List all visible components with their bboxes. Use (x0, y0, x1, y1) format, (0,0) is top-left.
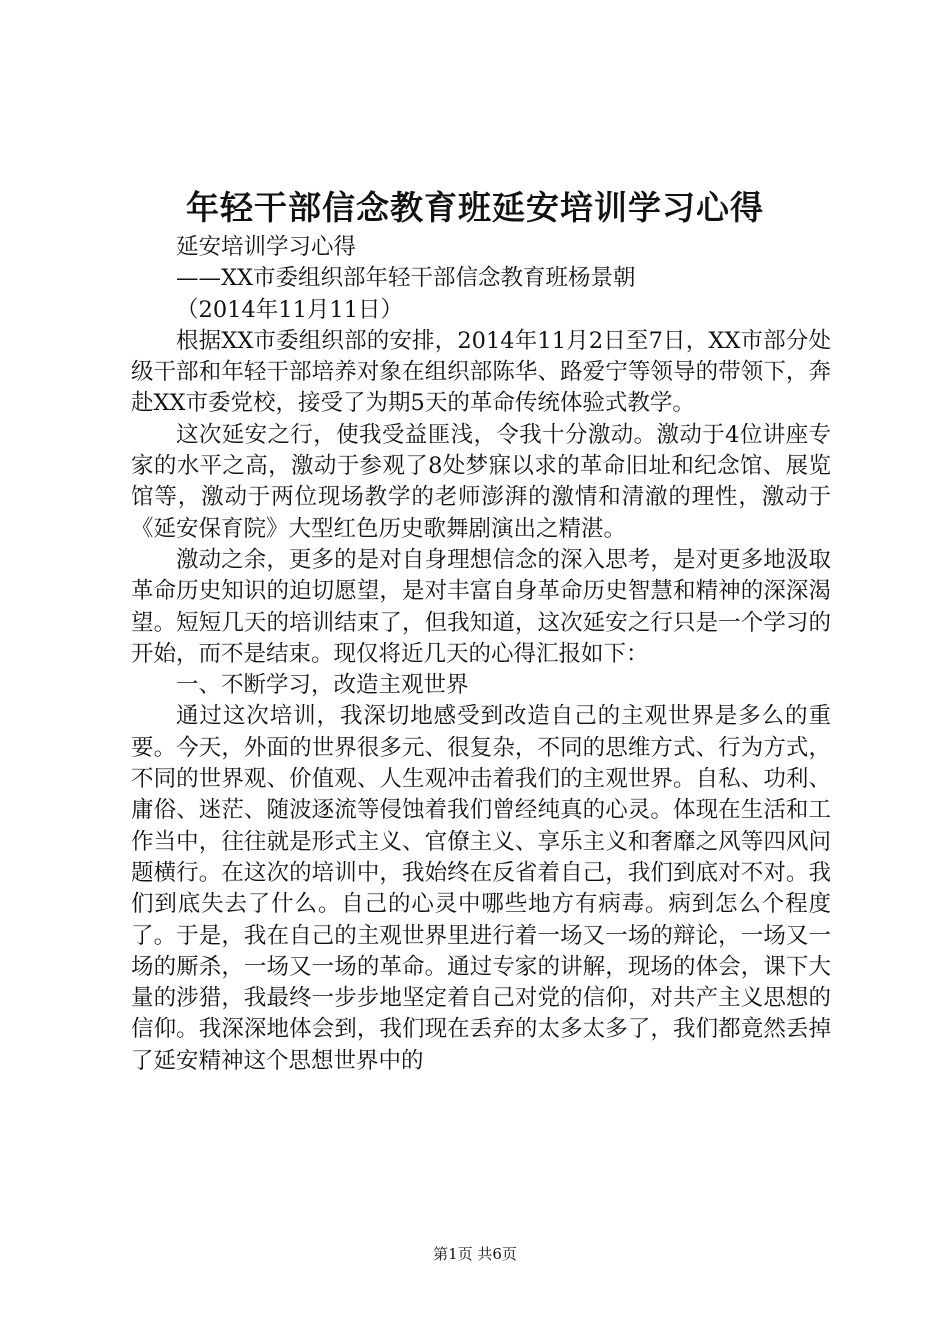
paragraph: 激动之余，更多的是对自身理想信念的深入思考，是对更多地汲取革命历史知识的迫切愿望，是对丰富自身革命历史智慧和精神的深深渴望。短短几天的培训结束了，但我知道，这次延安之行只是一个学习的开始，而不是结束。现仅将近几天的心得汇报如下： (131, 546, 831, 667)
paragraph: 这次延安之行，使我受益匪浅，令我十分激动。激动于4位讲座专家的水平之高，激动于参观了8处梦寐以求的革命旧址和纪念馆、展览馆等，激动于两位现场教学的老师澎湃的激情和清澈的理性，激动于《延安保育院》大型红色历史歌舞剧演出之精湛。 (131, 421, 831, 542)
document-body (131, 232, 831, 1077)
date-line: （2014年11月11日） (176, 296, 404, 323)
section-heading: 一、不断学习，改造主观世界 (176, 672, 469, 699)
page-number-footer: 第1页 共6页 (433, 1245, 517, 1263)
paragraph: 根据XX市委组织部的安排，2014年11月2日至7日，XX市部分处级干部和年轻干部培养对象在组织部陈华、路爱宁等领导的带领下，奔赴XX市委党校，接受了为期5天的革命传统体验式教学。 (131, 327, 831, 417)
paragraph: 通过这次培训，我深切地感受到改造自己的主观世界是多么的重要。今天，外面的世界很多元、很复杂，不同的思维方式、行为方式，不同的世界观、价值观、人生观冲击着我们的主观世界。自私、功利、庸俗、迷茫、随波逐流等侵蚀着我们曾经纯真的心灵。体现在生活和工作当中，往往就是形式主义、官僚主义、享乐主义和奢靡之风等四风问题横行。在这次的培训中，我始终在反省着自己，我们到底对不对。我们到底失去了什么。自己的心灵中哪些地方有病毒。病到怎么个程度了。于是，我在自己的主观世界里进行着一场又一场的辩论，一场又一场的厮杀，一场又一场的革命。通过专家的讲解，现场的体会，课下大量的涉猎，我最终一步步地坚定着自己对党的信仰，对共产主义思想的信仰。我深深地体会到，我们现在丢弃的太多太多了，我们都竟然丢掉了延安精神这个思想世界中的 (131, 703, 831, 1074)
document-title: 年轻干部信念教育班延安培训学习心得 (186, 188, 764, 227)
author-line: ——XX市委组织部年轻干部信念教育班杨景朝 (176, 265, 636, 292)
subtitle-line: 延安培训学习心得 (176, 234, 357, 260)
